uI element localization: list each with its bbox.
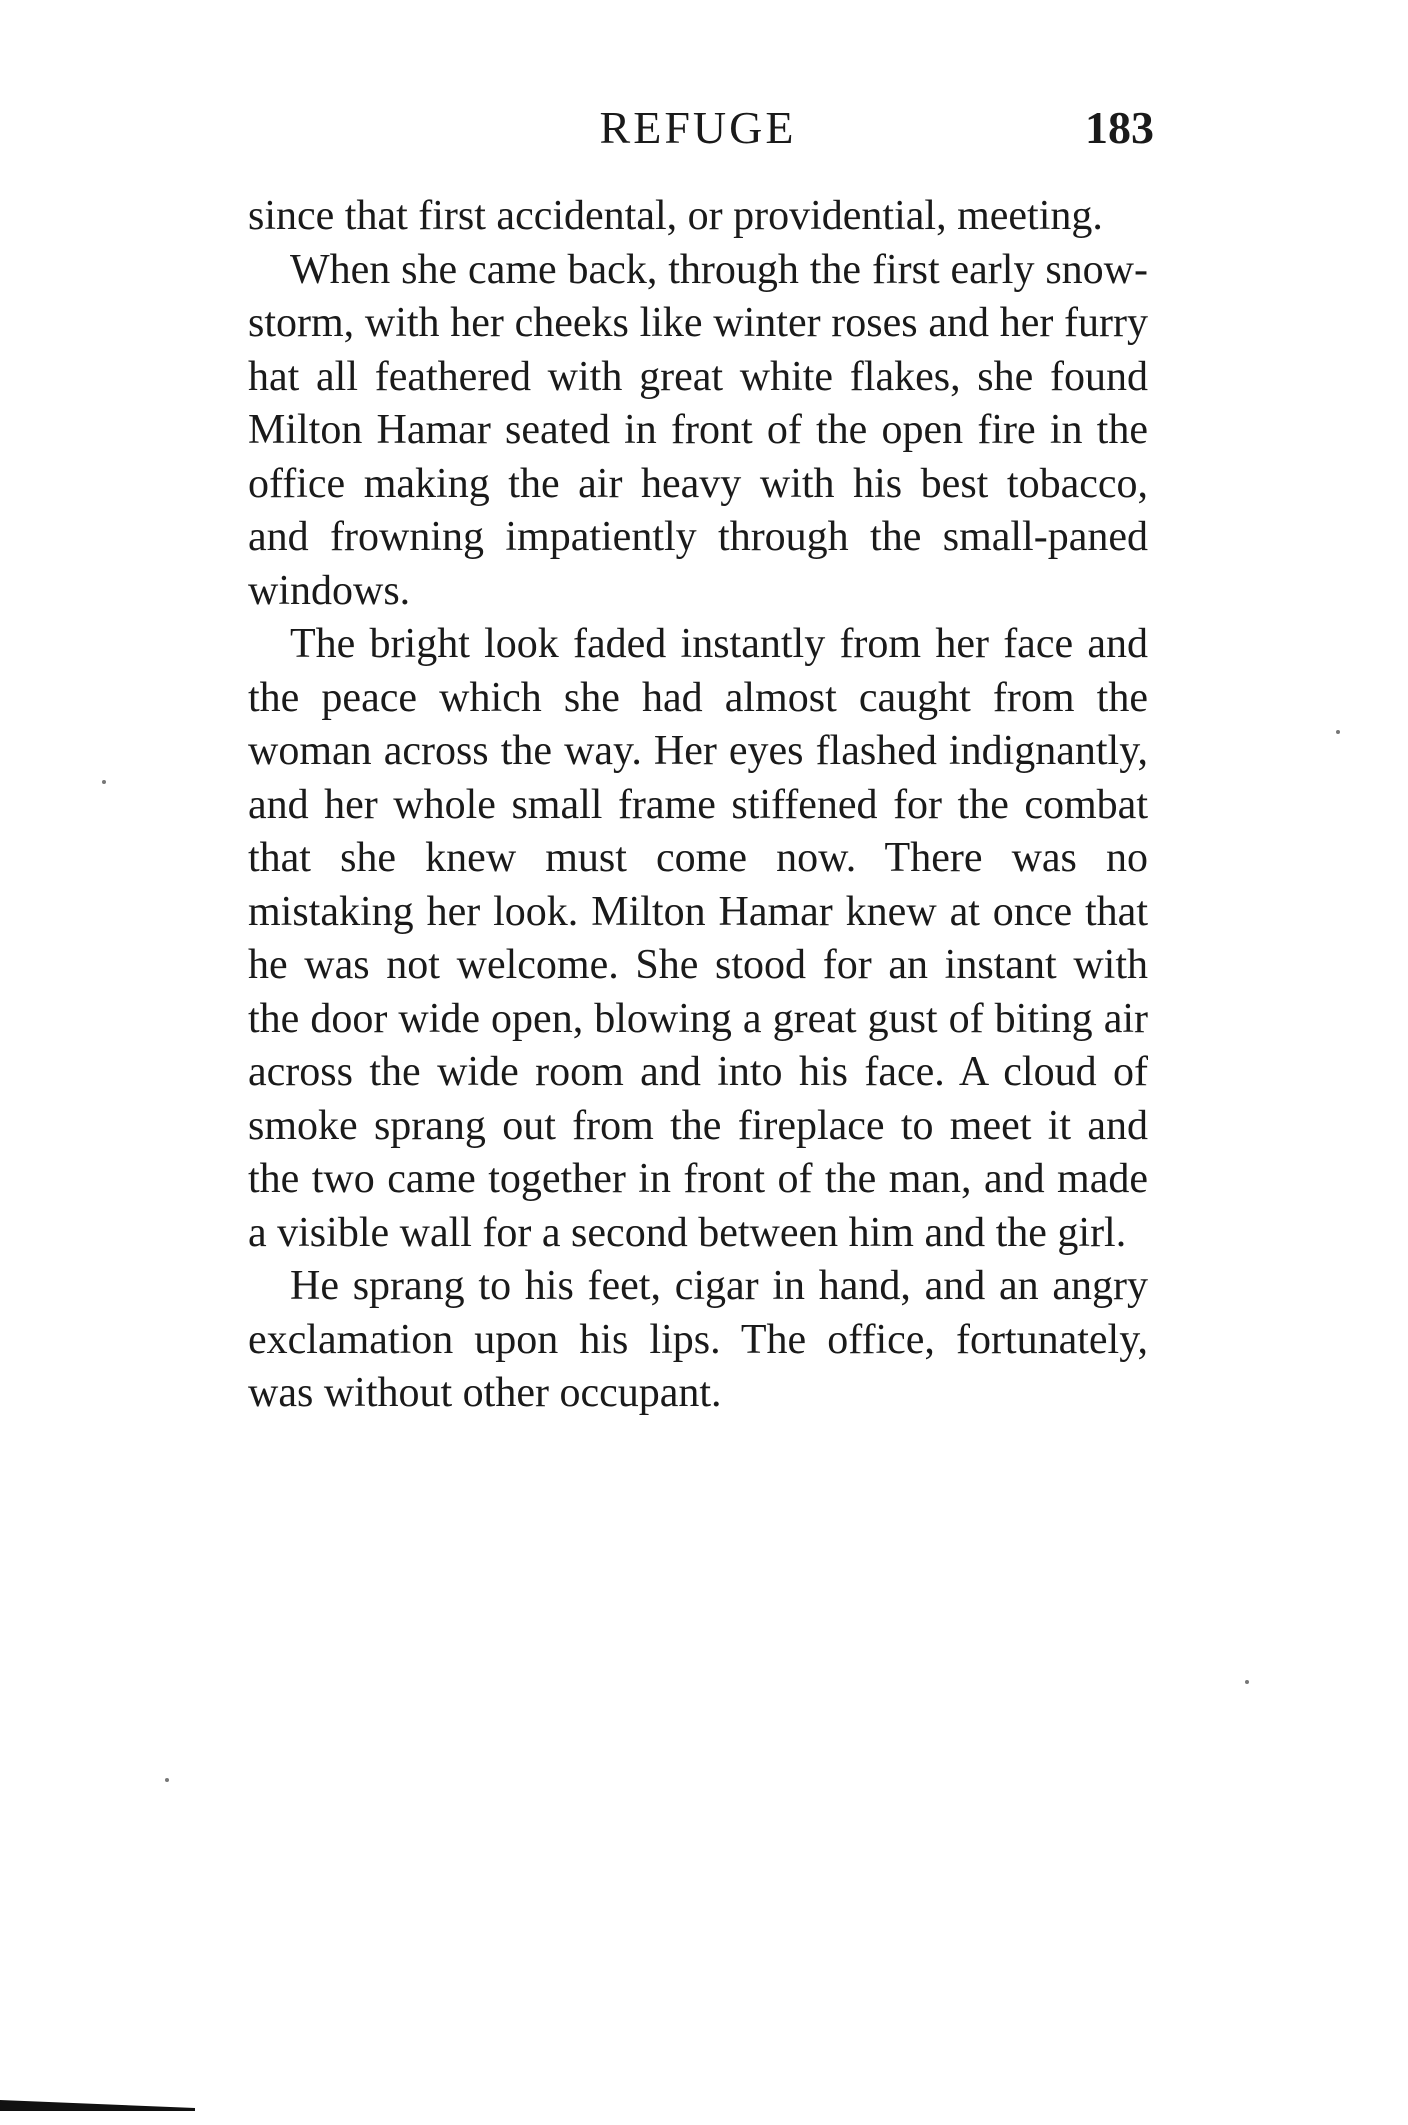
body-text bbox=[248, 190, 1148, 1421]
running-head bbox=[248, 98, 1154, 158]
paper-speck bbox=[1245, 1680, 1249, 1684]
paragraph: The bright look faded instantly from her face and the peace which she had almost caught from the woman across the way. Her eyes flashed indignantly, and her whole small frame stiffened for the combat that she knew must come now. There was no mistaking her look. Milton Hamar knew at once that he was not welcome. She stood for an instant with the door wide open, blowing a great gust of biting air across the wide room and into his face. A cloud of smoke sprang out from the fireplace to meet it and the two came together in front of the man, and made a visible wall for a second between him and the girl. bbox=[248, 621, 1148, 1256]
running-title: REFUGE bbox=[599, 102, 797, 153]
paper-speck bbox=[102, 780, 106, 784]
paragraph: When she came back, through the first early snow-storm, with her cheeks like winter roses and her furry hat all feathered with great white flakes, she found Milton Hamar seated in front of the open fire in the office making the air heavy with his best tobacco, and frowning impatiently through the small-paned windows. bbox=[248, 246, 1148, 614]
paragraph: He sprang to his feet, cigar in hand, and an angry exclamation upon his lips. The office, fortunately, was without other occupant. bbox=[248, 1263, 1148, 1416]
page-number: 183 bbox=[1085, 102, 1154, 153]
paragraph-continuation: since that first accidental, or providential, meeting. bbox=[248, 193, 1103, 239]
page-edge-shadow bbox=[0, 2098, 195, 2112]
paper-speck bbox=[165, 1778, 169, 1782]
paper-speck bbox=[1336, 730, 1340, 734]
